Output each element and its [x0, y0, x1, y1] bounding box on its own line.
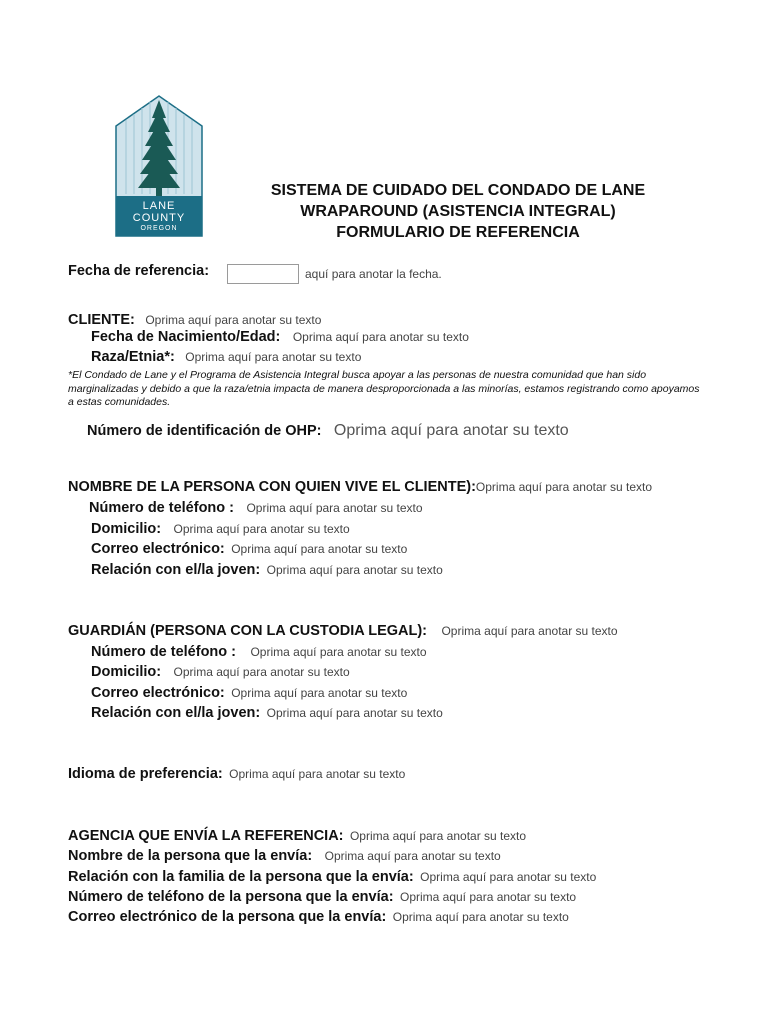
cliente-row	[68, 311, 321, 329]
guardian-row	[68, 622, 618, 640]
idioma-row	[68, 765, 405, 783]
lane-county-logo	[114, 94, 204, 238]
vive-domicilio-label: Domicilio:	[91, 521, 162, 537]
guardian-tel-field[interactable]: Oprima aquí para anotar su texto	[250, 645, 427, 659]
logo-text-oregon: OREGON	[140, 225, 178, 232]
logo-text-lane: LANE	[142, 200, 176, 212]
vive-tel-label: Número de teléfono :	[89, 500, 235, 516]
guardian-relacion-label: Relación con el/la joven:	[91, 705, 261, 721]
guardian-correo-field[interactable]: Oprima aquí para anotar su texto	[231, 686, 408, 700]
nacimiento-label: Fecha de Nacimiento/Edad:	[91, 329, 281, 345]
vive-tel-row	[89, 499, 423, 517]
ohp-row	[87, 422, 569, 440]
vive-label: NOMBRE DE LA PERSONA CON QUIEN VIVE EL CLIENTE):	[68, 479, 476, 495]
guardian-domicilio-label: Domicilio:	[91, 664, 162, 680]
fecha-label: Fecha de referencia:	[68, 263, 210, 279]
agencia-correo-label: Correo electrónico de la persona que la envía:	[68, 909, 387, 925]
vive-tel-field[interactable]: Oprima aquí para anotar su texto	[246, 501, 423, 515]
idioma-label: Idioma de preferencia:	[68, 766, 223, 782]
agencia-tel-field[interactable]: Oprima aquí para anotar su texto	[399, 890, 577, 904]
vive-relacion-row	[91, 561, 443, 579]
guardian-relacion-row	[91, 704, 443, 722]
cliente-label: CLIENTE:	[68, 312, 135, 328]
vive-relacion-field[interactable]: Oprima aquí para anotar su texto	[266, 563, 443, 577]
vive-correo-field[interactable]: Oprima aquí para anotar su texto	[231, 542, 408, 556]
agencia-tel-row	[68, 888, 576, 906]
vive-field[interactable]: Oprima aquí para anotar su texto	[475, 480, 653, 494]
guardian-tel-label: Número de teléfono :	[91, 644, 237, 660]
agencia-relacion-row	[68, 868, 596, 886]
logo-text-county: COUNTY	[132, 212, 186, 224]
raza-row	[91, 348, 361, 366]
fecha-row	[68, 262, 209, 280]
guardian-correo-row	[91, 684, 407, 702]
agencia-field[interactable]: Oprima aquí para anotar su texto	[349, 829, 527, 843]
vive-domicilio-row	[91, 520, 350, 538]
agencia-nombre-field[interactable]: Oprima aquí para anotar su texto	[324, 849, 501, 863]
cliente-field[interactable]: Oprima aquí para anotar su texto	[145, 313, 322, 327]
agencia-relacion-label: Relación con la familia de la persona que la envía:	[68, 869, 414, 885]
vive-domicilio-field[interactable]: Oprima aquí para anotar su texto	[173, 522, 350, 536]
agencia-nombre-label: Nombre de la persona que la envía:	[68, 848, 313, 864]
fecha-input[interactable]	[227, 264, 299, 284]
agencia-relacion-field[interactable]: Oprima aquí para anotar su texto	[420, 870, 597, 884]
raza-label: Raza/Etnia*:	[91, 349, 175, 365]
ohp-label: Número de identificación de OHP:	[87, 423, 322, 439]
guardian-tel-row	[91, 643, 427, 661]
guardian-relacion-field[interactable]: Oprima aquí para anotar su texto	[266, 706, 443, 720]
guardian-field[interactable]: Oprima aquí para anotar su texto	[441, 624, 618, 638]
agencia-correo-field[interactable]: Oprima aquí para anotar su texto	[392, 910, 569, 924]
guardian-domicilio-row	[91, 663, 350, 681]
vive-row	[68, 478, 652, 496]
title-line-3: FORMULARIO DE REFERENCIA	[336, 224, 580, 241]
agencia-nombre-row	[68, 847, 501, 865]
fecha-placeholder-row	[305, 265, 442, 283]
agencia-label: AGENCIA QUE ENVÍA LA REFERENCIA:	[68, 828, 344, 844]
vive-correo-label: Correo electrónico:	[91, 541, 225, 557]
agencia-tel-label: Número de teléfono de la persona que la envía:	[68, 889, 394, 905]
guardian-domicilio-field[interactable]: Oprima aquí para anotar su texto	[173, 665, 350, 679]
idioma-field[interactable]: Oprima aquí para anotar su texto	[229, 767, 406, 781]
vive-relacion-label: Relación con el/la joven:	[91, 562, 261, 578]
document-title	[236, 180, 680, 243]
nacimiento-row	[91, 328, 469, 346]
vive-correo-row	[91, 540, 407, 558]
raza-field[interactable]: Oprima aquí para anotar su texto	[185, 350, 362, 364]
nacimiento-field[interactable]: Oprima aquí para anotar su texto	[292, 330, 469, 344]
agencia-row	[68, 827, 526, 845]
guardian-correo-label: Correo electrónico:	[91, 685, 225, 701]
agencia-correo-row	[68, 908, 569, 926]
title-line-2: WRAPAROUND (ASISTENCIA INTEGRAL)	[300, 203, 616, 220]
fecha-placeholder[interactable]: aquí para anotar la fecha.	[305, 267, 442, 281]
raza-footnote: *El Condado de Lane y el Programa de Asistencia Integral busca apoyar a las personas de nuestra comunidad que han sido marginalizadas y debido a que la raza/etnia impacta de manera desproporcionada a las minorías, estamos registrando como apoyamos a estas comunidades.	[68, 369, 700, 408]
ohp-field[interactable]: Oprima aquí para anotar su texto	[333, 422, 569, 439]
title-line-1: SISTEMA DE CUIDADO DEL CONDADO DE LANE	[270, 182, 646, 199]
guardian-label: GUARDIÁN (PERSONA CON LA CUSTODIA LEGAL):	[68, 623, 428, 639]
